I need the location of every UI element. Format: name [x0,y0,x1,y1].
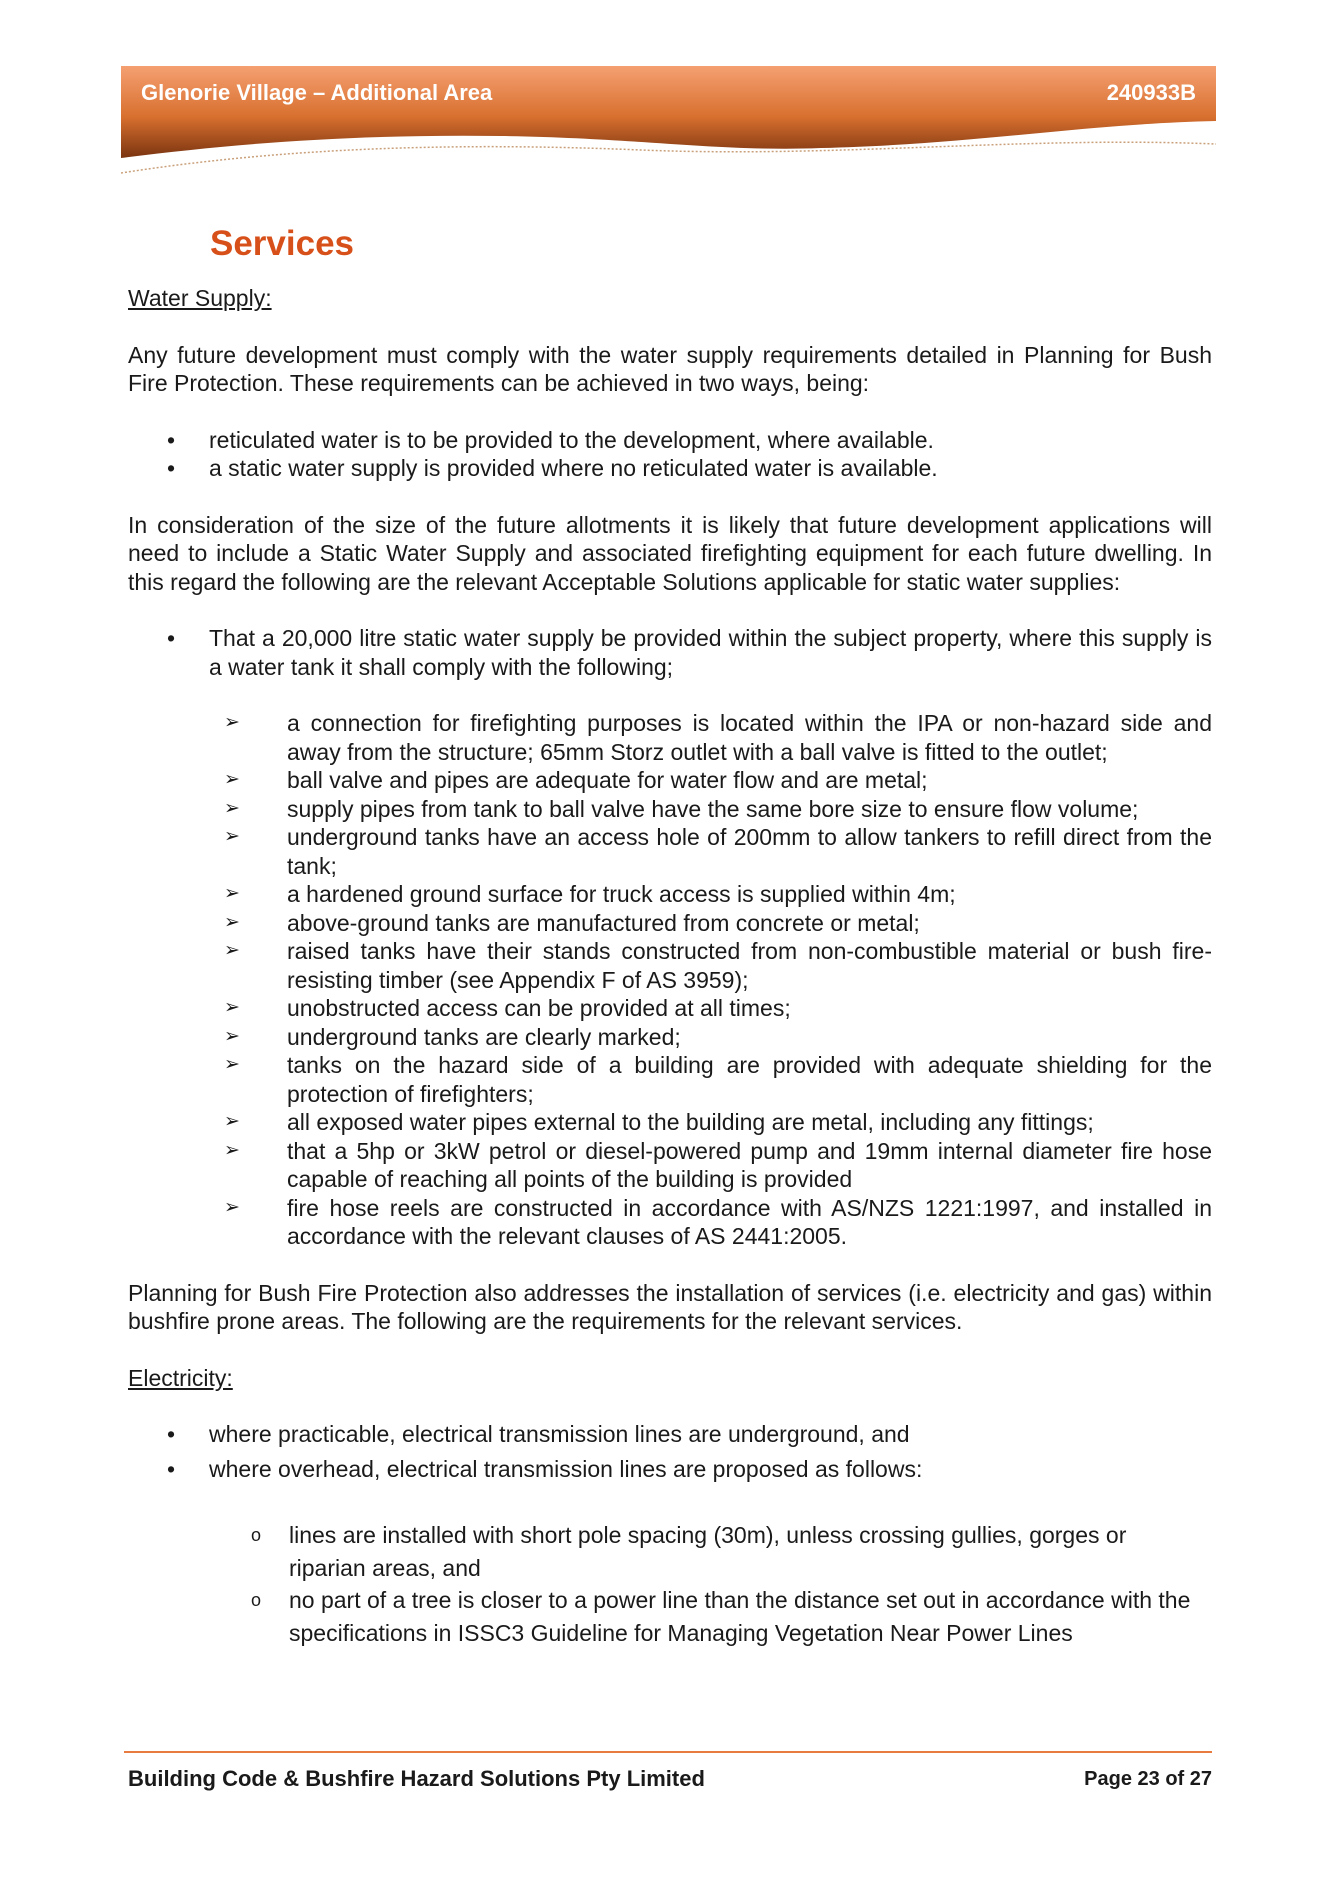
tank-conditions-list [128,709,1212,1251]
list-item: ➢ fire hose reels are constructed in accordance with AS/NZS 1221:1997, and installed in accordance with the relevant clauses of AS 2441:2005. [128,1194,1212,1251]
list-item: ➢ a connection for firefighting purposes is located within the IPA or non-hazard side and away from the structure; 65mm Storz outlet with a ball valve is fitted to the outlet; [128,709,1212,766]
document-code: 240933B [1106,80,1196,105]
list-item: ➢ tanks on the hazard side of a building are provided with adequate shielding for the protection of firefighters; [128,1051,1212,1108]
document-title: Glenorie Village – Additional Area [141,80,493,105]
list-item: ➢ a hardened ground surface for truck access is supplied within 4m; [128,880,1212,909]
page-number: Page 23 of 27 [1084,1768,1212,1790]
section-heading: Services [210,224,355,263]
list-item: ➢ above-ground tanks are manufactured from concrete or metal; [128,909,1212,938]
company-name: Building Code & Bushfire Hazard Solutions Pty Limited [128,1766,705,1791]
list-item: ➢ underground tanks are clearly marked; [128,1023,1212,1052]
list-item: • a static water supply is provided where no reticulated water is available. [128,454,1212,483]
list-item: • where practicable, electrical transmission lines are underground, and [128,1420,1212,1449]
water-intro-paragraph: Any future development must comply with the water supply requirements detailed in Planning for Bush Fire Protection. These requirements can be achieved in two ways, being: [128,341,1212,396]
list-item: ➢ that a 5hp or 3kW petrol or diesel-powered pump and 19mm internal diameter fire hose capable of reaching all points of the building is provided [128,1137,1212,1194]
list-item: ➢ raised tanks have their stands constructed from non-combustible material or bush fire-resisting timber (see Appendix F of AS 3959); [128,937,1212,994]
electricity-list [128,1420,1212,1483]
list-item: ➢ underground tanks have an access hole of 200mm to allow tankers to refill direct from the tank; [128,823,1212,880]
footer-divider [124,1751,1212,1753]
water-options-list [128,426,1212,483]
services-paragraph: Planning for Bush Fire Protection also addresses the installation of services (i.e. electricity and gas) within bushfire prone areas. The following are the requirements for the relevant services. [128,1279,1212,1334]
list-item: o lines are installed with short pole spacing (30m), unless crossing gullies, gorges or riparian areas, and [128,1519,1212,1584]
list-item: • reticulated water is to be provided to the development, where available. [128,426,1212,455]
list-item: o no part of a tree is closer to a power line than the distance set out in accordance with the specifications in ISSC3 Guideline for Managing Vegetation Near Power Lines [128,1584,1212,1649]
electricity-subheading: Electricity: [128,1364,233,1391]
list-item: ➢ ball valve and pipes are adequate for water flow and are metal; [128,766,1212,795]
list-item: • where overhead, electrical transmission lines are proposed as follows: [128,1455,1212,1484]
list-item: ➢ all exposed water pipes external to the building are metal, including any fittings; [128,1108,1212,1137]
overhead-lines-list [128,1519,1212,1649]
list-item: ➢ supply pipes from tank to ball valve have the same bore size to ensure flow volume; [128,795,1212,824]
page-content [128,222,1212,1649]
page-header-banner [121,66,1216,181]
list-item: ➢ unobstructed access can be provided at all times; [128,994,1212,1023]
tank-requirement-list [128,624,1212,681]
static-water-paragraph: In consideration of the size of the future allotments it is likely that future development applications will need to include a Static Water Supply and associated firefighting equipment for each future dwelling. In this regard the following are the relevant Acceptable Solutions applicable for static water supplies: [128,511,1212,595]
water-supply-subheading: Water Supply: [128,285,272,311]
list-item: • That a 20,000 litre static water supply be provided within the subject property, where this supply is a water tank it shall comply with the following; [128,624,1212,681]
